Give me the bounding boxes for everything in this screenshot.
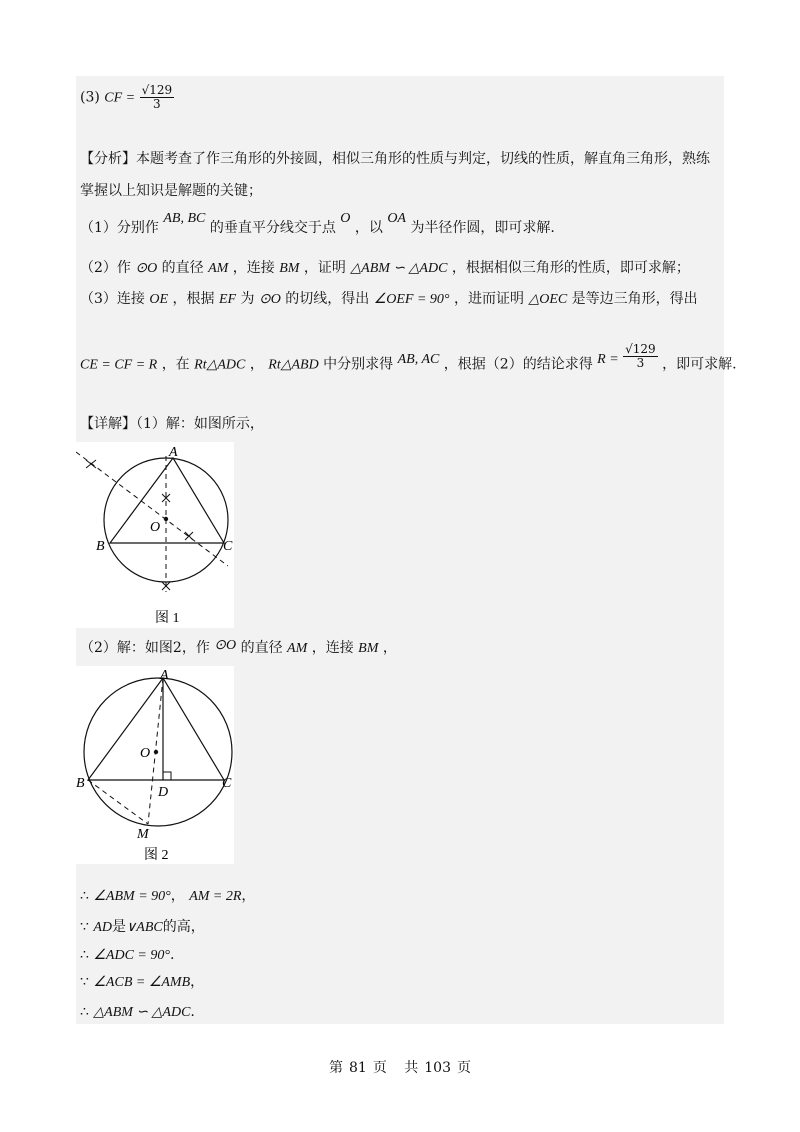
s3ba: CE = CF = R bbox=[80, 357, 158, 373]
s3c: ，根据 bbox=[172, 291, 215, 307]
proof-mid: ， bbox=[170, 888, 185, 904]
label-c: C bbox=[223, 539, 233, 554]
answer-label: (3) bbox=[80, 89, 100, 106]
proof-mid: 是 bbox=[112, 919, 127, 935]
proof-line-4 bbox=[80, 972, 204, 993]
label-a: A bbox=[169, 445, 178, 460]
page-footer bbox=[0, 1057, 800, 1077]
analysis-text-1: 本题考查了作三角形的外接圆，相似三角形的性质与判定，切线的性质，解直角三角形，熟练 bbox=[136, 151, 710, 167]
label-o: O bbox=[140, 746, 151, 761]
proof-end: ， bbox=[241, 888, 256, 904]
proof-symbol: ∵ bbox=[80, 919, 89, 935]
p2c: 的直径 bbox=[240, 640, 283, 656]
proof-symbol: ∵ bbox=[80, 974, 89, 990]
figure-1 bbox=[76, 442, 234, 628]
r-denominator: 3 bbox=[636, 356, 645, 370]
analysis-line-2 bbox=[80, 181, 262, 201]
figure-1-caption: 图 1 bbox=[155, 611, 180, 626]
p2b: ⊙O bbox=[214, 638, 237, 653]
proof-line-1 bbox=[80, 886, 255, 907]
p2g: ， bbox=[382, 640, 397, 656]
proof-end: . bbox=[169, 947, 175, 963]
s2c: 的直径 bbox=[161, 260, 204, 276]
proof-end: . bbox=[190, 1004, 195, 1020]
answer-fraction bbox=[140, 84, 175, 111]
proof-line-5 bbox=[80, 1002, 195, 1023]
figure-2-diagram bbox=[76, 666, 234, 864]
figure-1-diagram bbox=[76, 442, 234, 628]
triangle-abc bbox=[110, 458, 224, 543]
s1e: ，以 bbox=[354, 220, 383, 236]
proof-expr2: ∨ABC bbox=[126, 920, 163, 935]
s2d: AM bbox=[208, 261, 229, 276]
answer-lhs: CF = bbox=[104, 90, 136, 106]
label-o: O bbox=[150, 520, 161, 535]
proof-expr: AD bbox=[93, 920, 113, 935]
s3bi: R = bbox=[597, 351, 619, 367]
r-numerator: √129 bbox=[625, 342, 656, 356]
s1d: O bbox=[340, 211, 351, 226]
proof-expr: △ABM ∽ △ADC bbox=[93, 1005, 191, 1020]
proof-expr2: AM = 2R bbox=[189, 889, 242, 904]
proof-expr: ∠ADC = 90° bbox=[93, 948, 170, 963]
s2i: ，根据相似三角形的性质，即可求解； bbox=[451, 260, 690, 276]
p2a: （2）解：如图2，作 bbox=[80, 640, 210, 656]
fraction-numerator: √129 bbox=[141, 83, 173, 97]
s2b: ⊙O bbox=[135, 261, 158, 276]
s3b: OE bbox=[149, 292, 169, 307]
s3f: ⊙O bbox=[258, 292, 281, 307]
s1c: 的垂直平分线交于点 bbox=[209, 220, 336, 236]
footer-word-b: 页 bbox=[372, 1060, 387, 1076]
label-b: B bbox=[76, 776, 85, 791]
s3bc: Rt△ADC bbox=[194, 357, 246, 373]
analysis-step-3b bbox=[80, 342, 737, 378]
figure-2 bbox=[76, 666, 234, 864]
proof-expr: ∠ABM = 90° bbox=[93, 889, 171, 904]
label-c: C bbox=[222, 776, 232, 791]
s3h: ∠OEF = 90° bbox=[373, 292, 450, 307]
label-m: M bbox=[137, 827, 149, 842]
center-point-o bbox=[164, 517, 168, 521]
proof-symbol: ∴ bbox=[80, 947, 89, 963]
footer-word-c: 共 bbox=[404, 1060, 419, 1076]
s3g: 的切线，得出 bbox=[285, 291, 370, 307]
s1b: AB, BC bbox=[163, 211, 206, 226]
s1g: 为半径作圆，即可求解. bbox=[410, 220, 555, 236]
proof-line-2 bbox=[80, 917, 205, 938]
answer-3 bbox=[80, 84, 174, 111]
s3bl: ，即可求解. bbox=[662, 356, 737, 373]
s3k: 是等边三角形，得出 bbox=[571, 291, 698, 307]
s3bh: ，根据（2）的结论求得 bbox=[443, 356, 593, 373]
proof-line-3 bbox=[80, 945, 174, 966]
center-point-o bbox=[154, 750, 158, 754]
label-b: B bbox=[96, 539, 105, 554]
segment-bm bbox=[88, 780, 148, 824]
footer-word-d: 页 bbox=[457, 1060, 471, 1076]
analysis-step-1 bbox=[80, 211, 555, 239]
p2e: ，连接 bbox=[311, 640, 354, 656]
s3bg: AB, AC bbox=[397, 351, 440, 367]
proof-symbol: ∴ bbox=[80, 888, 89, 904]
s3a: （3）连接 bbox=[80, 291, 145, 307]
analysis-step-3 bbox=[80, 289, 698, 310]
s3bb: ，在 bbox=[161, 356, 190, 373]
arc-mark-1 bbox=[86, 460, 96, 468]
s3e: 为 bbox=[240, 291, 255, 307]
total-pages: 103 bbox=[424, 1060, 451, 1076]
detail-part-2 bbox=[80, 638, 397, 659]
proof-symbol: ∴ bbox=[80, 1004, 89, 1020]
s2g: ，证明 bbox=[303, 260, 346, 276]
detail-line-1 bbox=[80, 414, 264, 434]
label-a: A bbox=[160, 668, 169, 683]
s3j: △OEC bbox=[528, 292, 568, 307]
s2h: △ABM ∽ △ADC bbox=[350, 261, 448, 276]
s2e: ，连接 bbox=[232, 260, 275, 276]
arc-mark-3 bbox=[185, 532, 193, 540]
s3be: Rt△ABD bbox=[268, 357, 319, 373]
proof-expr: ∠ACB = ∠AMB bbox=[93, 975, 191, 990]
analysis-text-2: 掌握以上知识是解题的关键； bbox=[80, 183, 262, 199]
analysis-tag: 【分析】 bbox=[80, 151, 136, 167]
analysis-step-2 bbox=[80, 258, 690, 279]
s1a: （1）分别作 bbox=[80, 220, 159, 236]
fraction-denominator: 3 bbox=[153, 97, 161, 111]
p2f: BM bbox=[358, 641, 379, 656]
r-fraction bbox=[623, 343, 658, 370]
s2a: （2）作 bbox=[80, 260, 131, 276]
detail-text-1: （1）解：如图所示， bbox=[136, 416, 264, 432]
page-number: 81 bbox=[348, 1060, 367, 1076]
p2d: AM bbox=[287, 641, 308, 656]
proof-end: ， bbox=[190, 974, 205, 990]
s2f: BM bbox=[279, 261, 300, 276]
figure-2-caption: 图 2 bbox=[144, 848, 169, 863]
s1f: OA bbox=[387, 211, 406, 226]
s3bd: ， bbox=[249, 356, 264, 373]
analysis-line-1 bbox=[80, 149, 710, 169]
detail-tag: 【详解】 bbox=[80, 416, 136, 432]
s3d: EF bbox=[218, 292, 237, 307]
label-d: D bbox=[158, 785, 169, 800]
footer-word-a: 第 bbox=[328, 1060, 343, 1076]
proof-end: 的高， bbox=[162, 919, 205, 935]
s3i: ，进而证明 bbox=[453, 291, 524, 307]
s3bf: 中分别求得 bbox=[323, 356, 394, 373]
right-angle-mark bbox=[163, 772, 171, 780]
